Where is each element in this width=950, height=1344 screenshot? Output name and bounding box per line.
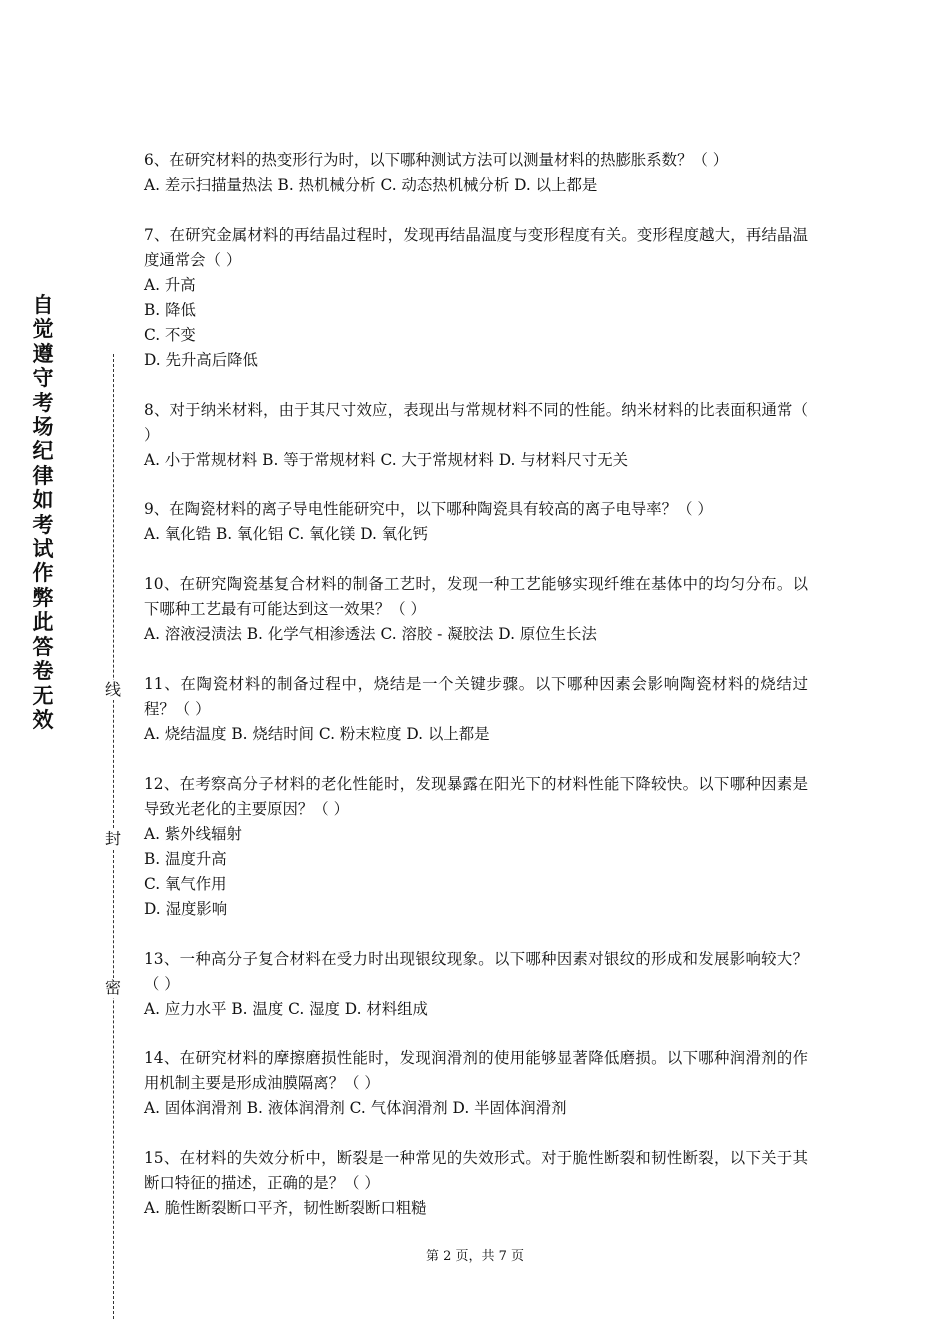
question-11 (144, 672, 808, 747)
question-text: 11、在陶瓷材料的制备过程中，烧结是一个关键步骤。以下哪种因素会影响陶瓷材料的烧结过程？（ ） (144, 674, 808, 718)
page-number-footer: 第 2 页，共 7 页 (425, 1249, 525, 1264)
question-text: 6、在研究材料的热变形行为时，以下哪种测试方法可以测量材料的热膨胀系数？（ ） (144, 151, 729, 169)
option-a: A. 紫外线辐射 (144, 824, 242, 843)
question-13 (144, 947, 808, 1022)
question-text: 7、在研究金属材料的再结晶过程时，发现再结晶温度与变形程度有关。变形程度越大，再结晶温度通常会（ ） (144, 225, 808, 269)
question-6 (144, 148, 808, 198)
question-7 (144, 223, 808, 373)
option-a: A. 脆性断裂断口平齐，韧性断裂断口粗糙 (144, 1199, 427, 1218)
option-c: C. 氧气作用 (144, 874, 227, 893)
question-8 (144, 398, 808, 473)
option-b: B. 降低 (144, 300, 196, 319)
question-9 (144, 497, 808, 547)
question-text: 15、在材料的失效分析中，断裂是一种常见的失效形式。对于脆性断裂和韧性断裂，以下关于其断口特征的描述，正确的是？（ ） (144, 1149, 808, 1193)
binding-label-mi: 密 (101, 978, 125, 998)
binding-label-feng: 封 (101, 829, 125, 849)
question-15 (144, 1146, 808, 1221)
exam-rule-notice: 自觉遵守考场纪律如考试作弊此答卷无效 (32, 293, 54, 732)
option-a: A. 升高 (144, 275, 196, 294)
option-d: D. 先升高后降低 (144, 350, 258, 369)
question-options: A. 溶液浸渍法 B. 化学气相渗透法 C. 溶胶 - 凝胶法 D. 原位生长法 (144, 625, 597, 644)
question-10 (144, 572, 808, 647)
question-14 (144, 1046, 808, 1121)
question-options: A. 氧化锆 B. 氧化铝 C. 氧化镁 D. 氧化钙 (144, 525, 428, 544)
question-text: 14、在研究材料的摩擦磨损性能时，发现润滑剂的使用能够显著降低磨损。以下哪种润滑剂的作用机制主要是形成油膜隔离？（ ） (144, 1049, 808, 1093)
question-text: 13、一种高分子复合材料在受力时出现银纹现象。以下哪种因素对银纹的形成和发展影响较大？（ ） (144, 949, 808, 993)
question-options: A. 差示扫描量热法 B. 热机械分析 C. 动态热机械分析 D. 以上都是 (144, 176, 598, 194)
question-text: 12、在考察高分子材料的老化性能时，发现暴露在阳光下的材料性能下降较快。以下哪种因素是导致光老化的主要原因？（ ） (144, 774, 808, 818)
option-d: D. 湿度影响 (144, 899, 228, 918)
question-options: A. 固体润滑剂 B. 液体润滑剂 C. 气体润滑剂 D. 半固体润滑剂 (144, 1099, 567, 1118)
question-list (144, 148, 808, 1246)
question-text: 8、对于纳米材料，由于其尺寸效应，表现出与常规材料不同的性能。纳米材料的比表面积通常（ ） (144, 400, 808, 444)
binding-label-xian: 线 (101, 680, 125, 700)
question-text: 10、在研究陶瓷基复合材料的制备工艺时，发现一种工艺能够实现纤维在基体中的均匀分布。以下哪种工艺最有可能达到这一效果？（ ） (144, 575, 808, 619)
question-text: 9、在陶瓷材料的离子导电性能研究中，以下哪种陶瓷具有较高的离子电导率？（ ） (144, 500, 713, 519)
option-c: C. 不变 (144, 325, 196, 344)
question-12 (144, 772, 808, 922)
question-options: A. 烧结温度 B. 烧结时间 C. 粉末粒度 D. 以上都是 (144, 724, 490, 743)
question-options: A. 小于常规材料 B. 等于常规材料 C. 大于常规材料 D. 与材料尺寸无关 (144, 450, 629, 469)
question-options: A. 应力水平 B. 温度 C. 湿度 D. 材料组成 (144, 999, 428, 1018)
option-b: B. 温度升高 (144, 849, 227, 868)
